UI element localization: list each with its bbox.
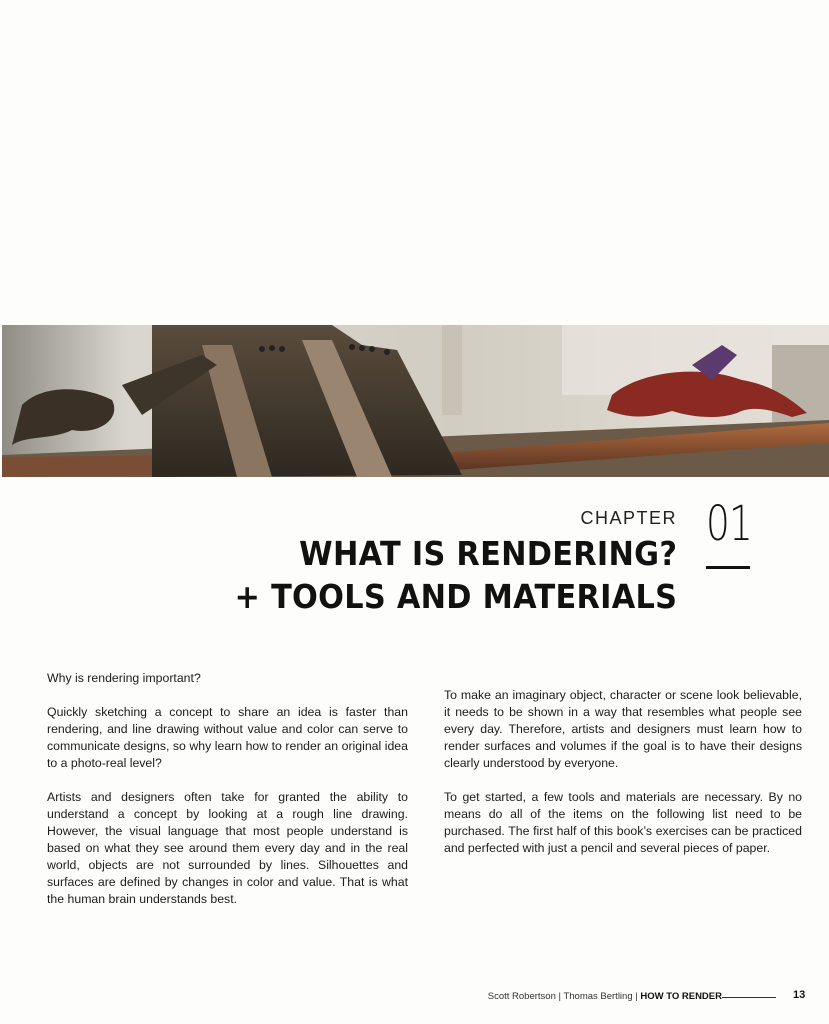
footer-authors: Scott Robertson | Thomas Bertling | (487, 991, 641, 1002)
chapter-banner-illustration (2, 325, 829, 477)
body-paragraph: To get started, a few tools and materials are necessary. By no means do all of the items on the following list need to be purchased. The first half of this book’s exercises can be practiced and perfected with just a pencil and several pieces of paper. (444, 790, 802, 855)
footer-rule (722, 997, 776, 998)
body-paragraph: To make an imaginary object, character or scene look believable, it needs to be shown in a way that resembles what people see every day. Therefore, artists and designers must learn how to render surfaces and volumes if the goal is to have their designs clearly understood by everyone. (444, 688, 802, 770)
footer-credits (488, 991, 722, 1002)
body-column-right (444, 687, 802, 874)
body-paragraph: Quickly sketching a concept to share an idea is faster than rendering, and line drawing without value and color can serve to communicate designs, so why learn how to render an original idea to a photo-real level? (47, 705, 408, 770)
page-footer (0, 988, 829, 1004)
body-paragraph: Artists and designers often take for granted the ability to understand a concept by looking at a rough line drawing. However, the visual language that most people understand is based on what they see around them every day and in the real world, objects are not surrounded by lines. Silhouettes and surfaces are defined by changes in color and value. That is what the human brain understands best. (47, 790, 408, 906)
body-paragraph: Why is rendering important? (47, 671, 201, 685)
chapter-title-line-1: WHAT IS RENDERING? (298, 534, 677, 573)
chapter-title-line-2: + TOOLS AND MATERIALS (234, 577, 677, 616)
chapter-number-underline (706, 566, 750, 569)
banner-artwork (2, 325, 829, 477)
footer-book-title: HOW TO RENDER (640, 991, 722, 1002)
chapter-title (196, 532, 677, 618)
body-column-left (47, 670, 408, 925)
chapter-number: 01 (706, 496, 753, 552)
chapter-label: CHAPTER (580, 508, 677, 528)
page-number: 13 (793, 989, 806, 1001)
